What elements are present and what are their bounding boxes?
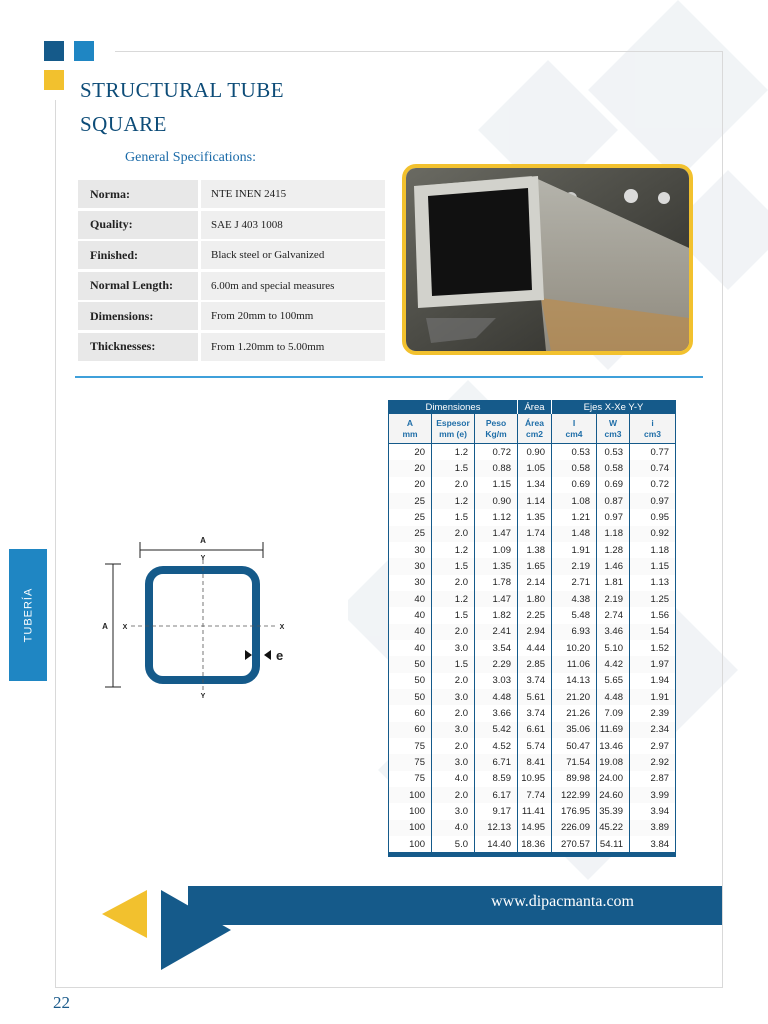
table-row bbox=[389, 754, 676, 770]
spec-value: NTE INEN 2415 bbox=[201, 180, 385, 208]
table-cell: 3.74 bbox=[518, 705, 552, 721]
table-cell: 4.52 bbox=[475, 738, 518, 754]
table-cell: 40 bbox=[389, 624, 432, 640]
table-row bbox=[389, 722, 676, 738]
table-row bbox=[389, 575, 676, 591]
table-cell: 4.38 bbox=[552, 591, 597, 607]
table-cell: 0.58 bbox=[552, 460, 597, 476]
table-cell: 19.08 bbox=[597, 754, 630, 770]
table-cell: 2.25 bbox=[518, 607, 552, 623]
table-cell: 1.5 bbox=[432, 509, 475, 525]
product-photo bbox=[402, 164, 693, 355]
table-row bbox=[389, 640, 676, 656]
corner-square-yellow bbox=[44, 70, 64, 90]
table-cell: 75 bbox=[389, 754, 432, 770]
table-cell: 2.34 bbox=[630, 722, 676, 738]
table-row bbox=[389, 738, 676, 754]
table-cell: 7.74 bbox=[518, 787, 552, 803]
column-header bbox=[630, 414, 676, 444]
table-cell: 45.22 bbox=[597, 820, 630, 836]
column-header-name: Espesor bbox=[436, 417, 470, 428]
table-cell: 2.0 bbox=[432, 673, 475, 689]
page-number: 22 bbox=[53, 993, 70, 1012]
table-cell: 3.0 bbox=[432, 754, 475, 770]
table-cell: 0.92 bbox=[630, 526, 676, 542]
table-cell: 30 bbox=[389, 575, 432, 591]
table-cell: 100 bbox=[389, 820, 432, 836]
table-cell: 0.88 bbox=[475, 460, 518, 476]
axis-label-x-left: X bbox=[122, 624, 128, 631]
table-row bbox=[389, 673, 676, 689]
table-cell: 40 bbox=[389, 640, 432, 656]
navy-triangle bbox=[161, 890, 231, 970]
column-header-unit: mm (e) bbox=[439, 428, 467, 439]
column-header-unit: Kg/m bbox=[485, 428, 507, 439]
section-divider bbox=[75, 376, 703, 378]
spec-label: Thicknesses: bbox=[78, 333, 198, 361]
table-cell: 2.0 bbox=[432, 526, 475, 542]
table-cell: 5.42 bbox=[475, 722, 518, 738]
website-url[interactable]: www.dipacmanta.com bbox=[491, 893, 634, 910]
table-row bbox=[389, 787, 676, 803]
column-header-name: A bbox=[406, 417, 414, 428]
table-cell: 1.97 bbox=[630, 656, 676, 672]
group-header-area: Área bbox=[518, 400, 552, 414]
table-cell: 10.95 bbox=[518, 771, 552, 787]
table-cell: 1.52 bbox=[630, 640, 676, 656]
spec-row bbox=[78, 241, 385, 269]
table-cell: 1.2 bbox=[432, 444, 475, 461]
table-column-headers bbox=[389, 414, 676, 444]
table-cell: 1.80 bbox=[518, 591, 552, 607]
column-header-name: I bbox=[572, 417, 576, 428]
table-cell: 1.5 bbox=[432, 460, 475, 476]
category-side-tab bbox=[9, 549, 47, 681]
table-cell: 8.59 bbox=[475, 771, 518, 787]
table-cell: 1.47 bbox=[475, 526, 518, 542]
table-cell: 54.11 bbox=[597, 836, 630, 855]
table-cell: 3.0 bbox=[432, 803, 475, 819]
table-cell: 35.06 bbox=[552, 722, 597, 738]
spec-value: From 20mm to 100mm bbox=[201, 302, 385, 330]
spec-value: Black steel or Galvanized bbox=[201, 241, 385, 269]
title-line-1: STRUCTURAL TUBE bbox=[80, 78, 285, 102]
table-cell: 1.34 bbox=[518, 477, 552, 493]
table-cell: 25 bbox=[389, 493, 432, 509]
table-cell: 1.91 bbox=[630, 689, 676, 705]
table-cell: 14.40 bbox=[475, 836, 518, 855]
table-cell: 4.48 bbox=[597, 689, 630, 705]
corner-square-blue bbox=[74, 41, 94, 61]
group-header-axes: Ejes X-Xe Y-Y bbox=[552, 400, 676, 414]
table-cell: 0.69 bbox=[552, 477, 597, 493]
title-line-2: SQUARE bbox=[80, 112, 168, 136]
axis-label-x-right: X bbox=[279, 624, 285, 631]
table-cell: 2.74 bbox=[597, 607, 630, 623]
table-cell: 122.99 bbox=[552, 787, 597, 803]
corner-square-navy bbox=[44, 41, 64, 61]
table-cell: 1.05 bbox=[518, 460, 552, 476]
table-cell: 3.0 bbox=[432, 640, 475, 656]
frame-left-line bbox=[55, 100, 56, 987]
table-cell: 50 bbox=[389, 656, 432, 672]
column-header-name: Peso bbox=[485, 417, 507, 428]
table-cell: 1.5 bbox=[432, 656, 475, 672]
spec-label: Norma: bbox=[78, 180, 198, 208]
table-cell: 50 bbox=[389, 673, 432, 689]
column-header bbox=[389, 414, 432, 444]
table-cell: 176.95 bbox=[552, 803, 597, 819]
column-header-name: i bbox=[651, 417, 654, 428]
table-cell: 1.28 bbox=[597, 542, 630, 558]
table-cell: 0.74 bbox=[630, 460, 676, 476]
table-row bbox=[389, 591, 676, 607]
table-cell: 89.98 bbox=[552, 771, 597, 787]
table-cell: 226.09 bbox=[552, 820, 597, 836]
table-cell: 1.35 bbox=[475, 558, 518, 574]
table-cell: 0.90 bbox=[518, 444, 552, 461]
table-cell: 1.15 bbox=[475, 477, 518, 493]
table-cell: 24.00 bbox=[597, 771, 630, 787]
table-cell: 100 bbox=[389, 787, 432, 803]
table-cell: 3.03 bbox=[475, 673, 518, 689]
table-row bbox=[389, 689, 676, 705]
table-cell: 3.74 bbox=[518, 673, 552, 689]
thickness-arrow-left bbox=[245, 650, 252, 660]
table-row bbox=[389, 803, 676, 819]
column-header-unit: cm4 bbox=[565, 428, 583, 439]
table-cell: 4.0 bbox=[432, 820, 475, 836]
table-cell: 35.39 bbox=[597, 803, 630, 819]
table-cell: 20 bbox=[389, 477, 432, 493]
table-cell: 3.0 bbox=[432, 722, 475, 738]
table-cell: 2.0 bbox=[432, 738, 475, 754]
axis-label-y-bottom: Y bbox=[200, 693, 206, 700]
table-cell: 6.71 bbox=[475, 754, 518, 770]
table-cell: 4.48 bbox=[475, 689, 518, 705]
table-row bbox=[389, 558, 676, 574]
table-cell: 2.94 bbox=[518, 624, 552, 640]
table-cell: 100 bbox=[389, 836, 432, 855]
spec-row bbox=[78, 302, 385, 330]
table-cell: 7.09 bbox=[597, 705, 630, 721]
table-cell: 4.42 bbox=[597, 656, 630, 672]
table-cell: 2.0 bbox=[432, 575, 475, 591]
table-cell: 6.17 bbox=[475, 787, 518, 803]
table-cell: 1.12 bbox=[475, 509, 518, 525]
tube-section-outline bbox=[149, 570, 256, 680]
column-header-name: Área bbox=[525, 417, 544, 428]
table-cell: 2.85 bbox=[518, 656, 552, 672]
table-cell: 3.94 bbox=[630, 803, 676, 819]
thickness-label: e bbox=[276, 648, 284, 663]
table-cell: 1.2 bbox=[432, 591, 475, 607]
table-row bbox=[389, 771, 676, 787]
spec-row bbox=[78, 211, 385, 239]
table-cell: 21.26 bbox=[552, 705, 597, 721]
spec-row bbox=[78, 272, 385, 300]
table-row bbox=[389, 705, 676, 721]
table-cell: 6.93 bbox=[552, 624, 597, 640]
table-cell: 1.82 bbox=[475, 607, 518, 623]
table-cell: 0.77 bbox=[630, 444, 676, 461]
table-cell: 1.5 bbox=[432, 607, 475, 623]
axis-label-y-top: Y bbox=[200, 555, 206, 562]
table-cell: 1.56 bbox=[630, 607, 676, 623]
spec-row bbox=[78, 180, 385, 208]
table-group-header bbox=[389, 400, 676, 414]
table-cell: 6.61 bbox=[518, 722, 552, 738]
table-cell: 1.25 bbox=[630, 591, 676, 607]
table-cell: 10.20 bbox=[552, 640, 597, 656]
table-cell: 11.69 bbox=[597, 722, 630, 738]
table-cell: 0.53 bbox=[597, 444, 630, 461]
table-cell: 1.78 bbox=[475, 575, 518, 591]
table-cell: 2.0 bbox=[432, 787, 475, 803]
spec-label: Dimensions: bbox=[78, 302, 198, 330]
column-header bbox=[432, 414, 475, 444]
table-cell: 3.54 bbox=[475, 640, 518, 656]
table-cell: 1.15 bbox=[630, 558, 676, 574]
thickness-arrow-right bbox=[264, 650, 271, 660]
column-header-name: W bbox=[608, 417, 618, 428]
table-cell: 1.47 bbox=[475, 591, 518, 607]
spec-value: 6.00m and special measures bbox=[201, 272, 385, 300]
yellow-triangle bbox=[102, 890, 147, 938]
table-cell: 4.44 bbox=[518, 640, 552, 656]
table-cell: 5.65 bbox=[597, 673, 630, 689]
table-cell: 60 bbox=[389, 705, 432, 721]
table-cell: 30 bbox=[389, 542, 432, 558]
table-row bbox=[389, 493, 676, 509]
table-cell: 0.90 bbox=[475, 493, 518, 509]
table-cell: 25 bbox=[389, 509, 432, 525]
table-cell: 20 bbox=[389, 460, 432, 476]
table-cell: 40 bbox=[389, 591, 432, 607]
table-cell: 1.81 bbox=[597, 575, 630, 591]
table-cell: 1.91 bbox=[552, 542, 597, 558]
table-cell: 71.54 bbox=[552, 754, 597, 770]
spec-value: From 1.20mm to 5.00mm bbox=[201, 333, 385, 361]
spec-label: Normal Length: bbox=[78, 272, 198, 300]
table-cell: 1.13 bbox=[630, 575, 676, 591]
table-cell: 60 bbox=[389, 722, 432, 738]
table-cell: 0.72 bbox=[630, 477, 676, 493]
table-cell: 2.0 bbox=[432, 624, 475, 640]
table-cell: 1.74 bbox=[518, 526, 552, 542]
spec-label: Finished: bbox=[78, 241, 198, 269]
table-cell: 18.36 bbox=[518, 836, 552, 855]
table-row bbox=[389, 444, 676, 461]
table-cell: 21.20 bbox=[552, 689, 597, 705]
table-cell: 3.89 bbox=[630, 820, 676, 836]
table-cell: 5.74 bbox=[518, 738, 552, 754]
table-cell: 50 bbox=[389, 689, 432, 705]
table-cell: 50.47 bbox=[552, 738, 597, 754]
table-cell: 1.5 bbox=[432, 558, 475, 574]
table-cell: 11.41 bbox=[518, 803, 552, 819]
table-cell: 2.19 bbox=[552, 558, 597, 574]
table-cell: 1.94 bbox=[630, 673, 676, 689]
spec-value: SAE J 403 1008 bbox=[201, 211, 385, 239]
column-header-unit: cm3 bbox=[644, 428, 662, 439]
page-title bbox=[80, 73, 284, 141]
table-cell: 11.06 bbox=[552, 656, 597, 672]
table-row bbox=[389, 509, 676, 525]
table-cell: 0.69 bbox=[597, 477, 630, 493]
table-cell: 9.17 bbox=[475, 803, 518, 819]
table-row bbox=[389, 477, 676, 493]
section-subtitle: General Specifications: bbox=[125, 150, 257, 165]
table-cell: 0.97 bbox=[597, 509, 630, 525]
table-cell: 0.97 bbox=[630, 493, 676, 509]
square-tube-image bbox=[406, 168, 689, 351]
column-header bbox=[552, 414, 597, 444]
table-cell: 1.54 bbox=[630, 624, 676, 640]
cross-section-diagram bbox=[95, 532, 300, 702]
table-cell: 2.0 bbox=[432, 477, 475, 493]
table-row bbox=[389, 607, 676, 623]
table-cell: 2.0 bbox=[432, 705, 475, 721]
column-header-unit: cm3 bbox=[604, 428, 622, 439]
table-cell: 2.19 bbox=[597, 591, 630, 607]
table-cell: 75 bbox=[389, 738, 432, 754]
table-cell: 3.99 bbox=[630, 787, 676, 803]
table-row bbox=[389, 542, 676, 558]
dimension-label-top: A bbox=[200, 536, 206, 545]
table-cell: 270.57 bbox=[552, 836, 597, 855]
table-cell: 1.46 bbox=[597, 558, 630, 574]
table-cell: 30 bbox=[389, 558, 432, 574]
dimension-label-left: A bbox=[102, 622, 108, 631]
group-header-dimensions: Dimensiones bbox=[389, 400, 518, 414]
spec-label: Quality: bbox=[78, 211, 198, 239]
table-cell: 1.21 bbox=[552, 509, 597, 525]
table-cell: 3.66 bbox=[475, 705, 518, 721]
table-row bbox=[389, 526, 676, 542]
table-cell: 0.58 bbox=[597, 460, 630, 476]
table-cell: 8.41 bbox=[518, 754, 552, 770]
table-cell: 1.09 bbox=[475, 542, 518, 558]
table-cell: 0.95 bbox=[630, 509, 676, 525]
table-cell: 1.2 bbox=[432, 493, 475, 509]
table-cell: 2.41 bbox=[475, 624, 518, 640]
table-row bbox=[389, 460, 676, 476]
table-cell: 4.0 bbox=[432, 771, 475, 787]
table-cell: 100 bbox=[389, 803, 432, 819]
table-body bbox=[389, 444, 676, 855]
table-cell: 5.0 bbox=[432, 836, 475, 855]
table-cell: 12.13 bbox=[475, 820, 518, 836]
table-cell: 3.84 bbox=[630, 836, 676, 855]
table-cell: 2.97 bbox=[630, 738, 676, 754]
side-tab-label: TUBERÍA bbox=[22, 587, 34, 643]
table-cell: 3.46 bbox=[597, 624, 630, 640]
table-cell: 1.35 bbox=[518, 509, 552, 525]
table-cell: 40 bbox=[389, 607, 432, 623]
table-cell: 1.2 bbox=[432, 542, 475, 558]
table-cell: 1.65 bbox=[518, 558, 552, 574]
frame-top-line bbox=[115, 51, 722, 52]
dimensions-table bbox=[388, 400, 676, 857]
table-cell: 0.72 bbox=[475, 444, 518, 461]
table-cell: 13.46 bbox=[597, 738, 630, 754]
column-header bbox=[597, 414, 630, 444]
table-cell: 0.53 bbox=[552, 444, 597, 461]
column-header-unit: cm2 bbox=[525, 428, 543, 439]
table-cell: 5.10 bbox=[597, 640, 630, 656]
table-cell: 25 bbox=[389, 526, 432, 542]
table-cell: 2.39 bbox=[630, 705, 676, 721]
table-cell: 1.18 bbox=[597, 526, 630, 542]
footer-band bbox=[188, 886, 722, 925]
table-row bbox=[389, 656, 676, 672]
table-cell: 2.14 bbox=[518, 575, 552, 591]
spec-row bbox=[78, 333, 385, 361]
footer-triangles bbox=[100, 888, 240, 972]
table-cell: 24.60 bbox=[597, 787, 630, 803]
table-cell: 0.87 bbox=[597, 493, 630, 509]
table-cell: 2.87 bbox=[630, 771, 676, 787]
table-row bbox=[389, 820, 676, 836]
column-header-unit: mm bbox=[402, 428, 418, 439]
table-cell: 75 bbox=[389, 771, 432, 787]
table-cell: 20 bbox=[389, 444, 432, 461]
column-header bbox=[475, 414, 518, 444]
table-cell: 2.29 bbox=[475, 656, 518, 672]
table-cell: 1.38 bbox=[518, 542, 552, 558]
table-row bbox=[389, 624, 676, 640]
table-cell: 1.18 bbox=[630, 542, 676, 558]
table-cell: 1.08 bbox=[552, 493, 597, 509]
table-cell: 3.0 bbox=[432, 689, 475, 705]
table-cell: 2.92 bbox=[630, 754, 676, 770]
table-cell: 5.48 bbox=[552, 607, 597, 623]
table-cell: 5.61 bbox=[518, 689, 552, 705]
table-cell: 2.71 bbox=[552, 575, 597, 591]
table-cell: 1.48 bbox=[552, 526, 597, 542]
table-cell: 14.95 bbox=[518, 820, 552, 836]
column-header bbox=[518, 414, 552, 444]
spec-table bbox=[78, 180, 385, 364]
table-row bbox=[389, 836, 676, 855]
table-cell: 14.13 bbox=[552, 673, 597, 689]
table-cell: 1.14 bbox=[518, 493, 552, 509]
